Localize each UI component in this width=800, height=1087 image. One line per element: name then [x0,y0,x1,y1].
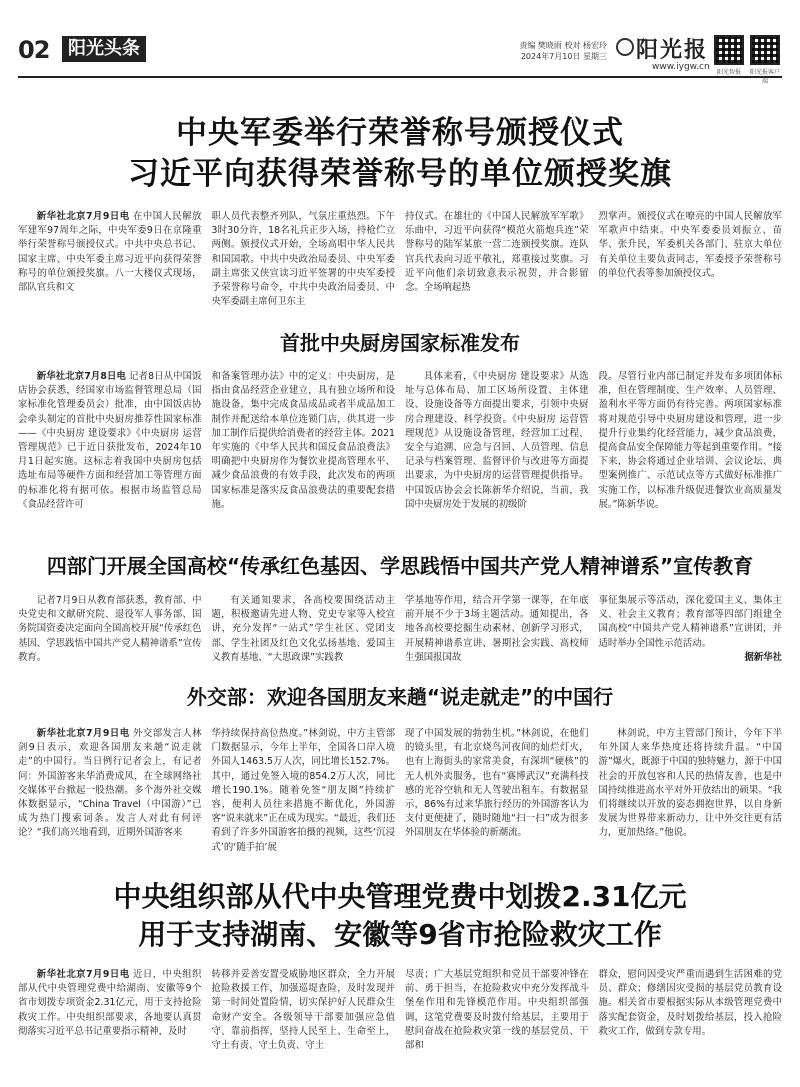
paper-logo: 阳光报 [636,37,709,63]
story3-column [212,594,396,666]
column-text: 在中国人民解放军建军97周年之际，中央军委9日在京隆重举行荣誉称号颁授仪式。中共中央总书记、国家主席、中央军委主席习近平向获得荣誉称号的单位颁授奖旗。八一大楼仪式现场，部队官兵和文 [18,211,202,294]
story4-body [18,727,782,863]
story1-headline-line2: 习近平向获得荣誉称号的单位颁授奖旗 [128,156,672,192]
story4-column [405,727,589,863]
column-text: 现了中国发展的勃勃生机。”林剑说，在他们的镜头里，有北京烧鸟河夜间的灿烂灯火，也有上海街头的家常美食，有深圳“硬核”的无人机外卖服务，也有“赛博武汉”充满科技感的光谷空轨和无人驾驶出租车。有数据显示，86%有过来华旅行经历的外国游客认为支付更便捷了，随时随地“扫一扫”成为很多外国朋友在华体验的新潮流。 [405,728,589,839]
column-text: 群众，慰问因受灾严重而遇到生活困难的党员、群众；修缮因灾受损的基层党员教育设施。相关省市要根据实际从本级管理党费中落实配套资金，及时划拨给基层，投入抢险救灾工作，做到专款专用。 [598,969,782,1037]
issue-date: 2024年7月10日 星期三 [520,52,607,61]
dateline: 新华社北京7月8日电 [36,371,126,382]
column-text: 持仪式。在雄壮的《中国人民解放军军歌》乐曲中，习近平向获得“模范火箭炮兵连”荣誉称号的陆军某旅一营二连颁授奖旗。连队官兵代表向习近平敬礼，郑重接过奖旗。习近平向他们亲切致意表示祝贺，并合影留念。全场响起热 [405,211,589,294]
story1-column [599,210,783,318]
story3-column [599,594,783,666]
story4-column [212,727,396,863]
column-text: 和备案管理办法》中的定义：中央厨房，是指由食品经营企业建立，具有独立场所和设施设备，集中完成食品成品或者半成品加工制作并配送给本单位连锁门店，供其进一步加工制作后提供给消费者的经营主体。2021年实施的《中华人民共和国反食品浪费法》明确把中央厨房作为餐饮业提高管理水平、减少食品浪费的有效手段，此次发布的两项国家标准是落实反食品浪费法的重要配套措施。 [211,371,395,510]
column-text: 烈掌声。颁授仪式在嘹亮的中国人民解放军军歌声中结束。中央军委委员刘振立、苗华、张升民，军委机关各部门、驻京大单位有关单位主要负责同志，军委授予荣誉称号的单位代表等参加颁授仪式。 [598,211,782,279]
dateline: 新华社北京7月9日电 [36,728,130,739]
column-text: 华持续保持高位热度。”林剑说，中方主管部门数据显示，今年上半年，全国各口岸入境外国人1463.5万人次，同比增长152.7%。其中，通过免签入境的854.2万人次，同比增长190.1%。随着免签“朋友圈”持续扩容，便利人员往来措施不断优化，外国游客“说来就来”正在成为现实。“最近，我们还看到了许多外国游客拍摄的视频，这些‘沉浸式’的‘随手拍’展 [211,728,395,853]
column-text: 转移并妥善安置受威胁地区群众，全力开展抢险救援工作，加强巡堤查险，及时发现并第一时间处置险情，切实保护好人民群众生命财产安全。各级领导干部要加强应急值守、靠前指挥，坚持人民至上、生命至上，守土有责、守土负责、守土 [211,969,395,1052]
story5-column [405,968,589,1080]
column-text: 记者7月9日从教育部获悉，教育部、中央党史和文献研究院、退役军人事务部、国务院国资委决定面向全国高校开展“传承红色基因、学思践悟中国共产党人精神谱系”宣传教育。 [18,595,202,663]
masthead-divider [18,76,782,78]
story3-column [18,594,202,666]
story2-column [18,370,202,532]
story5-headline-line1: 中央组织部从代中央管理党费中划拨2.31亿元 [113,880,687,913]
story1-column [405,210,589,318]
story4-headline: 外交部：欢迎各国朋友来趟“说走就走”的中国行 [186,685,614,709]
dateline: 新华社北京7月9日电 [36,969,130,980]
story3-body [18,594,782,666]
story5-column [599,968,783,1080]
section-name: 阳光头条 [62,36,146,62]
story1-column [212,210,396,318]
story5-body [18,968,782,1080]
column-text: 事征集展示等活动，深化爱国主义、集体主义、社会主义教育；教育部等四部门组建全国高校“中国共产党人精神谱系”宣讲团，并适时举办全国性示范活动。 [598,595,782,649]
story2-body [18,370,782,532]
column-text: 学基地等作用，结合开学第一课等，在年底前开展不少于3场主题活动。通知提出，各地各高校要挖掘生动素材、创新学习形式，开展精神谱系宣讲、暑期社会实践、高校师生强国报国故 [405,595,589,663]
story1-column [18,210,202,318]
column-text: 近日，中央组织部从代中央管理党费中给湖南、安徽等9个省市划拨专项资金2.31亿元，用于支持抢险救灾工作。中央组织部要求，各地要认真贯彻落实习近平总书记重要指示精神，及时 [18,969,202,1037]
editor-line: 责编 樊晓雨 校对 杨宏玲 [519,41,607,50]
column-text: 段。尽管行业内部已制定并发布多项团体标准，但在管理制度、生产效率、人员管理、盈利水平等方面仍有待完善。两项国家标准将对规范引导中央厨房建设和管理，进一步提升行业集约化经营能力，减少食品浪费，提高食品安全保障能力等起到重要作用。“接下来，协会将通过企业培训、会议论坛、典型案例推广、示范试点等方式做好标准推广实施工作，以标准升级促进餐饮业高质量发展。”陈新华说。 [598,371,782,510]
column-text: 记者8日从中国饭店协会获悉，经国家市场监督管理总局（国家标准化管理委员会）批准，由中国饭店协会牵头制定的首批中央厨房推荐性国家标准——《中央厨房 建设要求》《中央厨房 运营管理规范》已于近日获批发布，2024年10月1日起实施。这标志着我国中央厨房包括选址布局等硬件方面和经营加工等管理方面的标准化将有据可依。根据市场监管总局《食品经营许可 [18,371,202,510]
page-number: 02 [18,36,50,64]
site-url[interactable]: www.iygw.cn [652,62,710,72]
column-text: 职人员代表整齐列队，气氛庄重热烈。下午3时30分许，18名礼兵正步入场，持枪伫立两侧。颁授仪式开始，全场高唱中华人民共和国国歌。中共中央政治局委员、中央军委副主席张又侠宣读习近平签署的中央军委授予荣誉称号命令，中共中央政治局委员、中央军委副主席何卫东主 [211,211,395,308]
story3-headline: 四部门开展全国高校“传承红色基因、学思践悟中国共产党人精神谱系”宣传教育 [46,554,754,578]
masthead [0,0,800,85]
editor-info [497,40,607,62]
column-text: 有关通知要求，各高校要围绕活动主题，积极邀请先进人物、党史专家等入校宣讲，充分发挥“一站式”学生社区、党团支部、学生社团及红色文化弘扬基地、爱国主义教育基地、“大思政课”实践教 [211,595,395,663]
qr-caption: 阳光智报 [716,69,741,76]
qr-code-icon[interactable] [750,35,780,65]
dateline: 新华社北京7月9日电 [36,211,130,222]
agency-credit: 据新华社 [744,651,782,663]
story2-column [599,370,783,532]
story2-headline: 首批中央厨房国家标准发布 [280,331,520,355]
sun-logo-icon [616,38,634,56]
story4-column [599,727,783,863]
story5-column [18,968,202,1080]
story2-column [405,370,589,532]
column-text: 外交部发言人林剑9日表示，欢迎各国朋友来趟“说走就走”的中国行。当日例行记者会上，有记者问：外国游客来华消费成风，在全球网络社交媒体平台掀起一股热潮。多个海外社交媒体数据显示，“China Travel（中国游）”已成为热门搜索词条。发言人对此有何评论？“我们高兴地看到，近期外国游客来 [18,728,202,839]
story2-column [212,370,396,532]
column-text: 尽责；广大基层党组织和党员干部要冲锋在前、勇于担当，在抢险救灾中充分发挥战斗堡垒作用和先锋模范作用。中央组织部强调，这笔党费要及时拨付给基层，主要用于慰问奋战在抢险救灾第一线的基层党员、干部和 [405,969,589,1052]
story5-headline-line2: 用于支持湖南、安徽等9省市抢险救灾工作 [138,918,662,951]
column-text: 具体来看，《中央厨房 建设要求》从选址与总体布局、加工区场所设置、主体建设、设施设备等方面提出要求，引领中央厨房合理建设、科学投资。《中央厨房 运营管理规范》从设施设备管理、经营加工过程、安全与追溯、应急与召回、人员管理、信息记录与档案管理、监督评价与改进等方面提出要求，为中央厨房的运营管理提供指导。中国饭店协会会长陈新华介绍说，当前，我国中央厨房处于发展的初级阶 [405,371,589,510]
story3-column [405,594,589,666]
story5-column [212,968,396,1080]
qr-code-icon[interactable] [714,35,744,65]
column-text: 林剑说，中方主管部门预计，今年下半年外国人来华热度还将持续升温。“中国游”爆火，既源于中国的独特魅力，源于中国社会的开放包容和人民的热情友善，也是中国持续推进高水平对外开放结出的硕果。“我们将继续以开放的姿态拥抱世界，以自身新发展为世界带来新动力，让中外交往更有活力，更加热络。”他说。 [598,728,782,839]
qr-caption: 阳光报客户端 [749,69,780,85]
story1-body [18,210,782,318]
story4-column [18,727,202,863]
story1-headline-line1: 中央军委举行荣誉称号颁授仪式 [176,115,624,151]
